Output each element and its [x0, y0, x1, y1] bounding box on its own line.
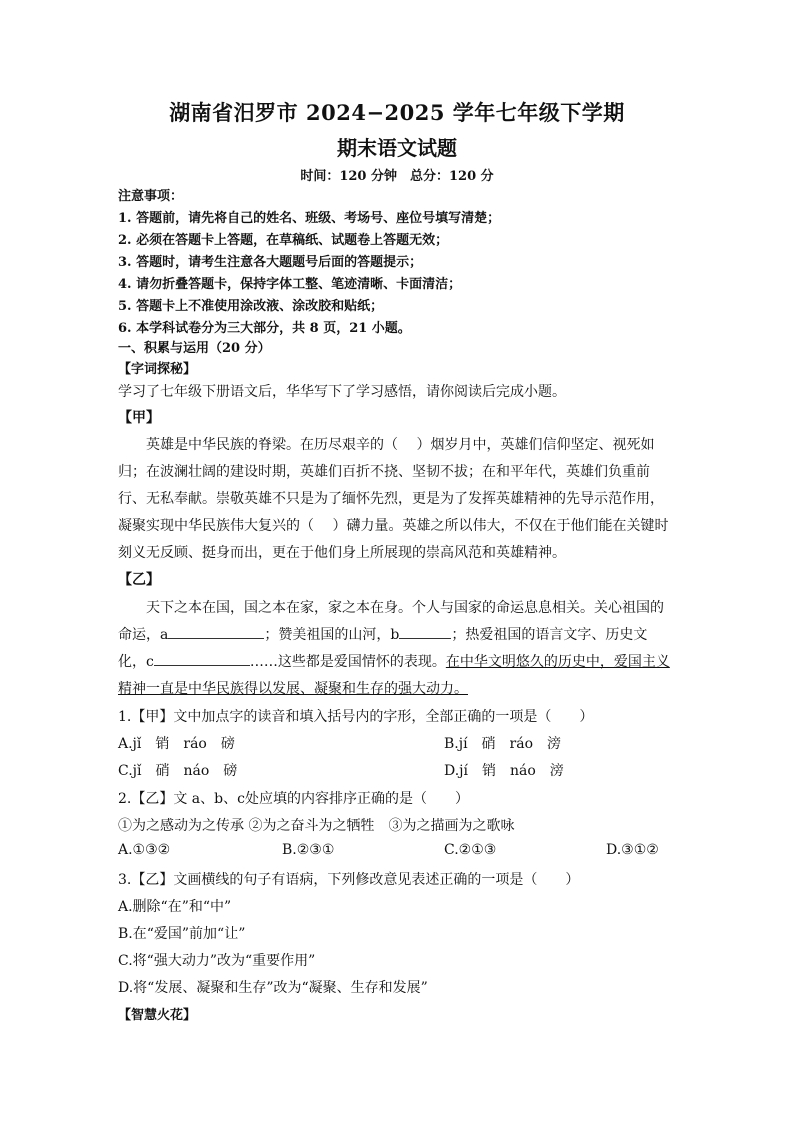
- blank-a[interactable]: [168, 638, 264, 639]
- section-heading: 一、积累与运用（20 分）: [118, 341, 271, 356]
- passage-jia-line: 刻义无反顾、挺身而出，更在于他们身上所展现的崇高风范和英雄精神。: [118, 545, 566, 561]
- blank-c[interactable]: [154, 665, 250, 666]
- question-1-stem: 1.【甲】文中加点字的读音和填入括号内的字形，全部正确的一项是（ ）: [118, 709, 594, 725]
- passage-jia-line: 归；在波澜壮阔的建设时期，英雄们百折不挠、坚韧不拔；在和平年代，英雄们负重前: [118, 464, 650, 480]
- yi-line2-rest: ；热爱祖国的语言文字、历史文: [451, 627, 648, 643]
- passage-jia-line: 行、无私奉献。崇敬英雄不只是为了缅怀先烈，更是为了发挥英雄精神的先导示范作用，: [118, 491, 664, 507]
- passage-jia-line: 凝聚实现中华民族伟大复兴的（ ）礴力量。英雄之所以伟大，不仅在于他们能在关键时: [118, 518, 669, 534]
- q2-option-a[interactable]: A.①③②: [118, 842, 171, 858]
- passage-yi-line: [118, 624, 678, 644]
- q3-option-a[interactable]: A.删除“在”和“中”: [118, 899, 232, 915]
- exam-title: 湖南省汨罗市 2024−2025 学年七年级下学期: [169, 100, 625, 125]
- note-item: 6. 本学科试卷分为三大部分，共 8 页，21 小题。: [118, 321, 411, 336]
- blank-c-label: 化，c: [118, 654, 154, 670]
- passage-yi-line: 天下之本在国，国之本在家，家之本在身。个人与国家的命运息息相关。关心祖国的: [118, 600, 664, 616]
- passage-jia-line: 英雄是中华民族的脊梁。在历尽艰辛的（ ）烟岁月中，英雄们信仰坚定、视死如: [118, 437, 655, 453]
- q1-option-b[interactable]: B.jí 硝 ráo 滂: [444, 736, 562, 752]
- passage-yi-label: 【乙】: [118, 572, 160, 588]
- q1-option-d[interactable]: D.jí 销 náo 滂: [444, 763, 564, 779]
- underlined-sentence: 在中华文明悠久的历史中，爱国主义: [445, 654, 670, 670]
- notes-heading: 注意事项：: [118, 189, 184, 204]
- q3-option-d[interactable]: D.将“发展、凝聚和生存”改为“凝聚、生存和发展”: [118, 980, 428, 996]
- note-item: 3. 答题时，请考生注意各大题题号后面的答题提示；: [118, 255, 423, 270]
- time-info: 时间：120 分钟 总分：120 分: [300, 169, 494, 184]
- note-item: 5. 答题卡上不准使用涂改液、涂改胶和贴纸；: [118, 299, 384, 314]
- q1-option-c[interactable]: C.jǐ 硝 náo 磅: [118, 763, 238, 779]
- question-3-stem: 3.【乙】文画横线的句子有语病，下列修改意见表述正确的一项是（ ）: [118, 872, 580, 888]
- underlined-sentence: 精神一直是中华民族得以发展、凝聚和生存的强大动力。: [118, 681, 468, 697]
- blank-b[interactable]: [399, 638, 451, 639]
- blank-b-label: ；赞美祖国的山河，b: [264, 627, 400, 643]
- note-item: 1. 答题前，请先将自己的姓名、班级、考场号、座位号填写清楚；: [118, 211, 501, 226]
- blank-a-label: 命运，a: [118, 627, 169, 643]
- q2-option-c[interactable]: C.②①③: [444, 842, 497, 858]
- q3-option-c[interactable]: C.将“强大动力”改为“重要作用”: [118, 953, 316, 969]
- next-subsection-label: 【智慧火花】: [118, 1008, 197, 1023]
- subsection-label: 【字词探秘】: [118, 362, 197, 377]
- q2-option-d[interactable]: D.③①②: [606, 842, 659, 858]
- passage-jia-label: 【甲】: [118, 410, 160, 426]
- passage-yi-line: [118, 651, 678, 671]
- intro-text: 学习了七年级下册语文后，华华写下了学习感悟，请你阅读后完成小题。: [118, 384, 566, 400]
- q1-option-a[interactable]: A.jǐ 销 ráo 磅: [118, 736, 235, 752]
- note-item: 4. 请勿折叠答题卡，保持字体工整、笔迹清晰、卡面清洁；: [118, 277, 462, 292]
- exam-subtitle: 期末语文试题: [337, 136, 457, 160]
- q2-option-b[interactable]: B.②③①: [282, 842, 335, 858]
- note-item: 2. 必须在答题卡上答题，在草稿纸、试题卷上答题无效；: [118, 233, 449, 248]
- yi-line3-rest: ……这些都是爱国情怀的表现。: [249, 654, 446, 670]
- q3-option-b[interactable]: B.在“爱国”前加“让”: [118, 926, 246, 942]
- q2-choices: ①为之感动为之传承 ②为之奋斗为之牺牲 ③为之描画为之歌咏: [118, 818, 515, 834]
- question-2-stem: 2.【乙】文 a、b、c处应填的内容排序正确的是（ ）: [118, 791, 469, 807]
